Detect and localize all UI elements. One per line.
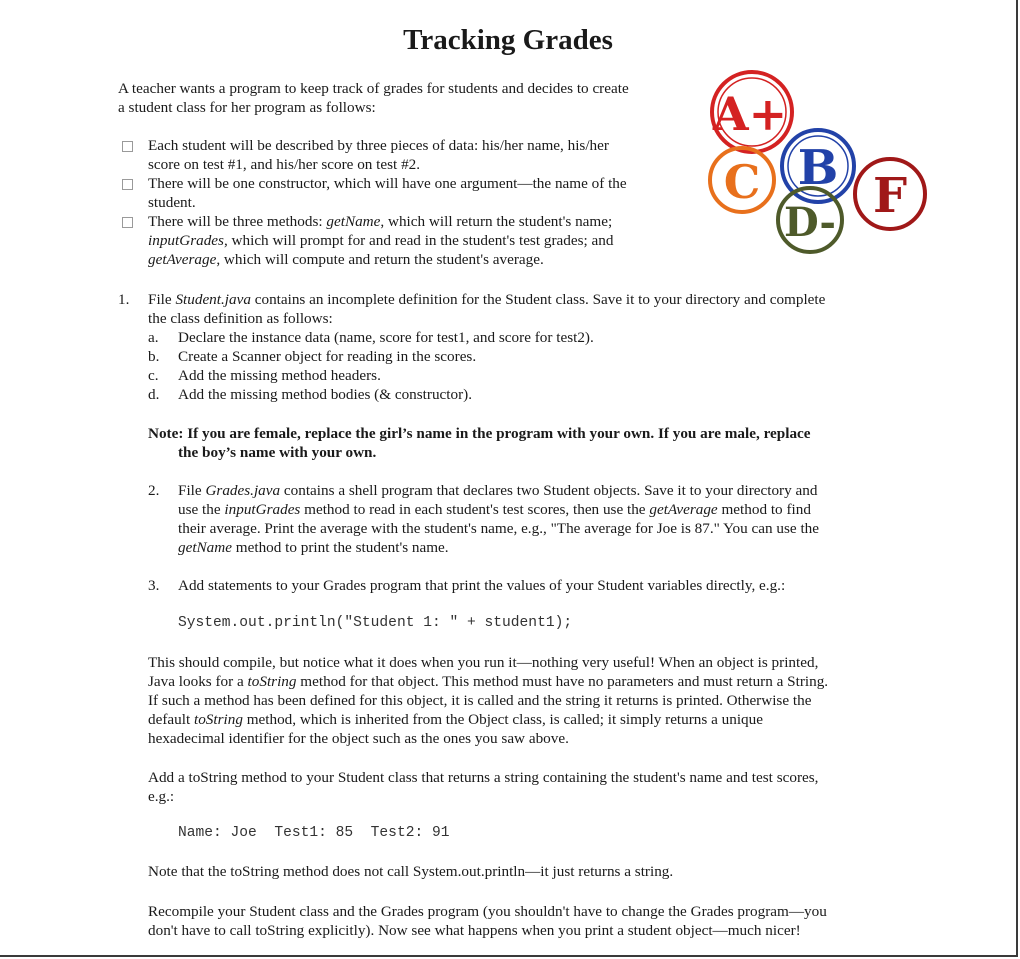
para-4-line-1: Recompile your Student class and the Grades program (you shouldn't have to change the Grades program—you: [148, 903, 827, 920]
para-3: Note that the toString method does not call System.out.println—it just returns a string.: [148, 863, 674, 880]
bullet-3-line-2: inputGrades, which will prompt for and read in the student's test grades; and: [148, 232, 614, 249]
item-1-sub-d: Add the missing method bodies (& constructor).: [178, 386, 473, 403]
item-1-sub-c: Add the missing method headers.: [178, 367, 381, 384]
intro-line-2: a student class for her program as follows:: [118, 99, 376, 116]
para-2-line-1: Add a toString method to your Student class that returns a string containing the student's name and test scores,: [148, 769, 819, 786]
grade-badge-c: [710, 148, 774, 212]
grade-badge-f: [855, 159, 925, 229]
item-1-sub-c-letter: c.: [148, 367, 159, 384]
item-3-line-1: Add statements to your Grades program that print the values of your Student variables directly, e.g.:: [178, 577, 786, 594]
grade-a-label: A+: [712, 87, 788, 141]
bullet-2-line-1: There will be one constructor, which will have one argument—the name of the: [148, 175, 627, 192]
bullet-1-line-1: Each student will be described by three pieces of data: his/her name, his/her: [148, 137, 609, 154]
bullet-1-line-2: score on test #1, and his/her score on test #2.: [148, 156, 421, 173]
para-1-line-5: hexadecimal identifier for the object such as the ones you saw above.: [148, 730, 569, 747]
para-4-line-2: don't have to call toString explicitly). Now see what happens when you print a student object—much nicer!: [148, 922, 801, 939]
item-1-sub-a-letter: a.: [148, 329, 159, 346]
bullet-icon: [122, 217, 133, 228]
para-1-line-4: default toString method, which is inherited from the Object class, is called; it simply returns a unique: [148, 711, 763, 728]
grade-b-label: B: [797, 140, 839, 196]
bullet-3-line-3: getAverage, which will compute and return the student's average.: [148, 251, 544, 268]
item-2-line-2: use the inputGrades method to read in each student's test scores, then use the getAverage method to find: [178, 501, 811, 518]
grade-badge-d: [778, 188, 842, 252]
note-line-1: Note: If you are female, replace the girl’s name in the program with your own. If you are male, replace: [148, 425, 811, 442]
item-2-line-1: File Grades.java contains a shell program that declares two Student objects. Save it to your directory and: [178, 482, 818, 499]
grades-illustration: [700, 70, 940, 260]
bullet-3-line-1: There will be three methods: getName, which will return the student's name;: [148, 213, 613, 230]
item-1-sub-b-letter: b.: [148, 348, 160, 365]
bullet-icon: [122, 179, 133, 190]
code-snippet-println: System.out.println("Student 1: " + student1);: [178, 615, 573, 631]
grade-c-label: C: [723, 155, 761, 209]
code-snippet-tostring-output: Name: Joe Test1: 85 Test2: 91: [178, 825, 450, 841]
intro-line-1: A teacher wants a program to keep track of grades for students and decides to create: [118, 80, 629, 97]
item-1-sub-d-letter: d.: [148, 386, 160, 403]
item-1-sub-b: Create a Scanner object for reading in the scores.: [178, 348, 477, 365]
item-2-number: 2.: [148, 482, 160, 499]
para-1-line-2: Java looks for a toString method for that object. This method must have no parameters and must return a String.: [148, 673, 829, 690]
grade-f-label: F: [872, 168, 908, 224]
note-line-2: the boy’s name with your own.: [178, 444, 377, 461]
grade-d-label: D-: [783, 199, 837, 246]
item-1-number: 1.: [118, 291, 130, 308]
grade-badge-a: [712, 72, 792, 152]
item-1-sub-a: Declare the instance data (name, score for test1, and score for test2).: [178, 329, 594, 346]
item-2-line-3: their average. Print the average with the student's name, e.g., "The average for Joe is 87." You can use the: [178, 520, 819, 537]
para-2-line-2: e.g.:: [148, 788, 175, 805]
bullet-2-line-2: student.: [148, 194, 196, 211]
item-1-line-1: File Student.java contains an incomplete definition for the Student class. Save it to your directory and complete: [148, 291, 826, 308]
page-title: Tracking Grades: [403, 24, 613, 56]
item-1-line-2: the class definition as follows:: [148, 310, 333, 327]
para-1-line-1: This should compile, but notice what it does when you run it—nothing very useful! When an object is printed,: [148, 654, 819, 671]
bullet-icon: [122, 141, 133, 152]
item-2-line-4: getName method to print the student's name.: [178, 539, 449, 556]
item-3-number: 3.: [148, 577, 160, 594]
para-1-line-3: If such a method has been defined for this object, it is called and the string it returns is printed. Otherwise the: [148, 692, 812, 709]
